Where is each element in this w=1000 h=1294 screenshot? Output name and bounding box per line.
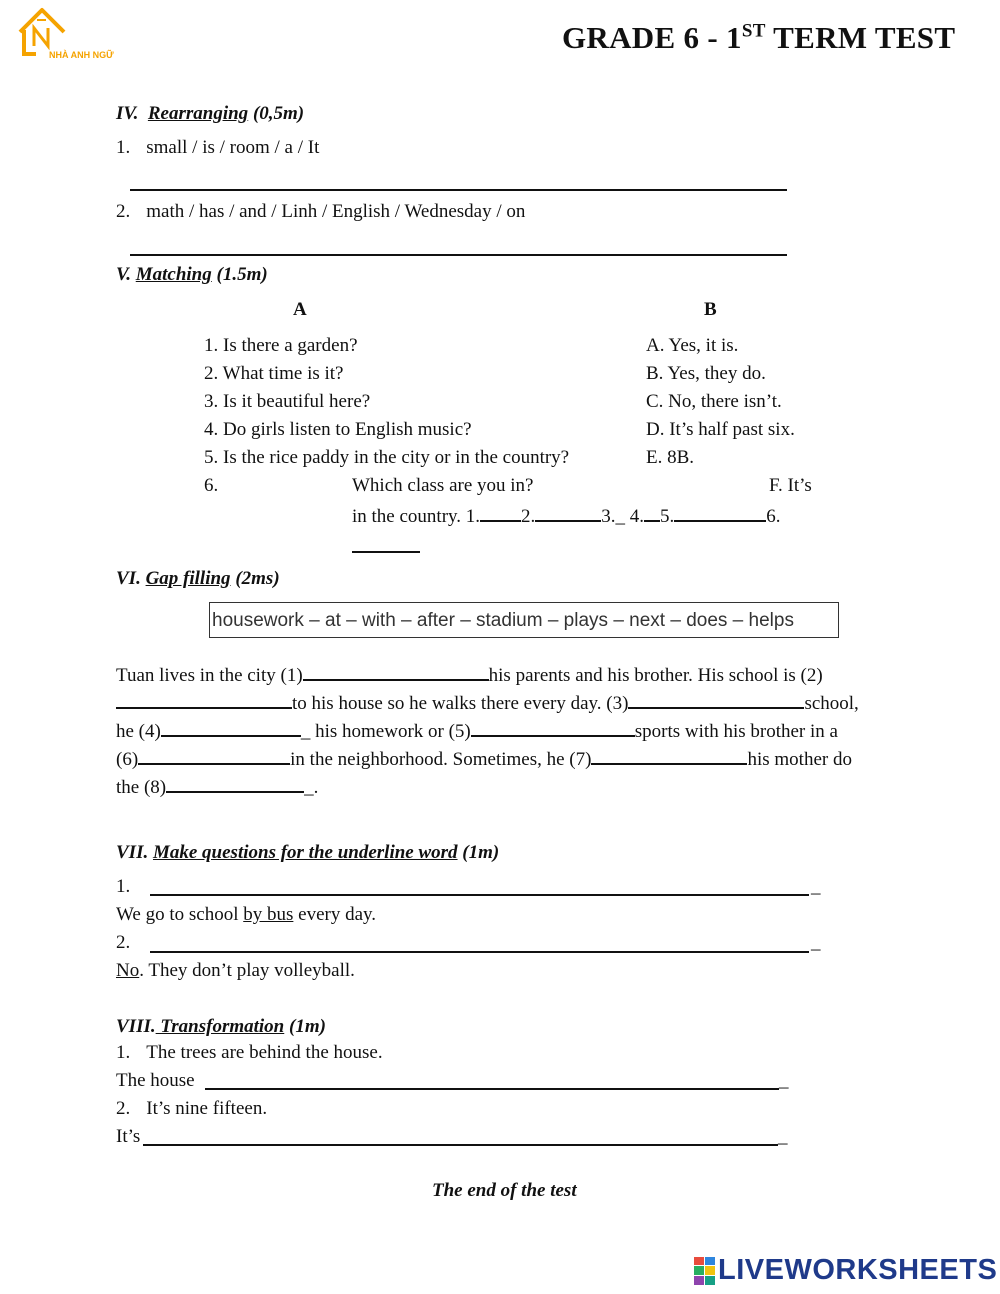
- question-item-1-number: 1.: [116, 876, 131, 897]
- gap-5[interactable]: [471, 718, 635, 737]
- liveworksheets-text: LIVEWORKSHEETS: [718, 1254, 998, 1286]
- match-answer-line: in the country. 1. 2. 3._ 4. 5. 6.: [352, 503, 781, 528]
- match-answer: A. Yes, it is.: [646, 335, 739, 356]
- question-sentence-1: We go to school by bus every day.: [116, 904, 377, 925]
- gap-4[interactable]: [161, 718, 301, 737]
- gap-8[interactable]: [166, 774, 304, 793]
- question-sentence-2: No. They don’t play volleyball.: [116, 960, 355, 981]
- transform-prompt-1: The house: [116, 1070, 195, 1091]
- logo-text: NHÀ ANH NGỮ: [49, 50, 114, 60]
- line-tail: _: [811, 932, 821, 953]
- answer-line-1[interactable]: [130, 189, 787, 191]
- word-bank-box: housework – at – with – after – stadium – plays – next – does – helps: [209, 602, 839, 638]
- match-question: 1. Is there a garden?: [204, 335, 358, 356]
- match-answer: B. Yes, they do.: [646, 363, 766, 384]
- match-blank-1[interactable]: [480, 503, 521, 522]
- line-tail: _: [779, 1070, 789, 1091]
- gap-1[interactable]: [303, 662, 489, 681]
- match-question: 3. Is it beautiful here?: [204, 391, 371, 412]
- section-4-heading: IV. Rearranging (0,5m): [116, 103, 305, 124]
- match-answer: E. 8B.: [646, 447, 695, 468]
- match-blank-6[interactable]: [352, 551, 420, 553]
- transform-answer-line-1[interactable]: [205, 1088, 779, 1090]
- match-blank-5[interactable]: [674, 503, 766, 522]
- match-question: 5. Is the rice paddy in the city or in the country?: [204, 447, 570, 468]
- match-question: 2. What time is it?: [204, 363, 344, 384]
- section-7-heading: VII. Make questions for the underline word (1m): [116, 842, 500, 863]
- match-blank-2[interactable]: [535, 503, 601, 522]
- section-5-heading: V. Matching (1.5m): [116, 264, 268, 285]
- gap-7[interactable]: [591, 746, 747, 765]
- line-tail: _: [811, 876, 821, 897]
- rearrange-item-2: 2. math / has / and / Linh / English / Wednesday / on: [116, 201, 526, 222]
- question-item-2-number: 2.: [116, 932, 131, 953]
- liveworksheets-blocks-icon: [694, 1257, 716, 1285]
- gap-3[interactable]: [628, 690, 804, 709]
- question-answer-line-2[interactable]: [150, 951, 809, 953]
- gap-2[interactable]: [116, 690, 292, 709]
- page-title: GRADE 6 - 1ST TERM TEST: [562, 20, 956, 55]
- section-8-heading: VIII. Transformation (1m): [116, 1016, 326, 1037]
- gap-fill-paragraph: Tuan lives in the city (1) his parents and his brother. His school is (2) to his house so he walks there every day. (3) school, he (4) _ his homework or (5) sports with his brother in a (6) in the neighborhood. Sometimes, he (7) his mother do the (8) _.: [116, 662, 908, 802]
- match-question-6-number: 6.: [204, 475, 219, 496]
- column-a-header: A: [293, 299, 307, 320]
- gap-6[interactable]: [138, 746, 290, 765]
- match-blank-4[interactable]: [644, 503, 660, 522]
- match-answer-f: F. It’s: [769, 475, 812, 496]
- question-answer-line-1[interactable]: [150, 894, 809, 896]
- section-6-heading: VI. Gap filling (2ms): [116, 568, 280, 589]
- match-answer: D. It’s half past six.: [646, 419, 795, 440]
- column-b-header: B: [704, 299, 717, 320]
- match-answer: C. No, there isn’t.: [646, 391, 782, 412]
- rearrange-item-1: 1. small / is / room / a / It: [116, 137, 320, 158]
- answer-line-2[interactable]: [130, 254, 787, 256]
- match-question-6: Which class are you in?: [352, 475, 534, 496]
- line-tail: _: [778, 1126, 788, 1147]
- match-question: 4. Do girls listen to English music?: [204, 419, 472, 440]
- end-of-test: The end of the test: [432, 1180, 577, 1201]
- logo: [16, 6, 131, 64]
- transform-prompt-2: It’s: [116, 1126, 141, 1147]
- transform-item-1: 1. The trees are behind the house.: [116, 1042, 383, 1063]
- transform-answer-line-2[interactable]: [143, 1144, 778, 1146]
- transform-item-2: 2. It’s nine fifteen.: [116, 1098, 268, 1119]
